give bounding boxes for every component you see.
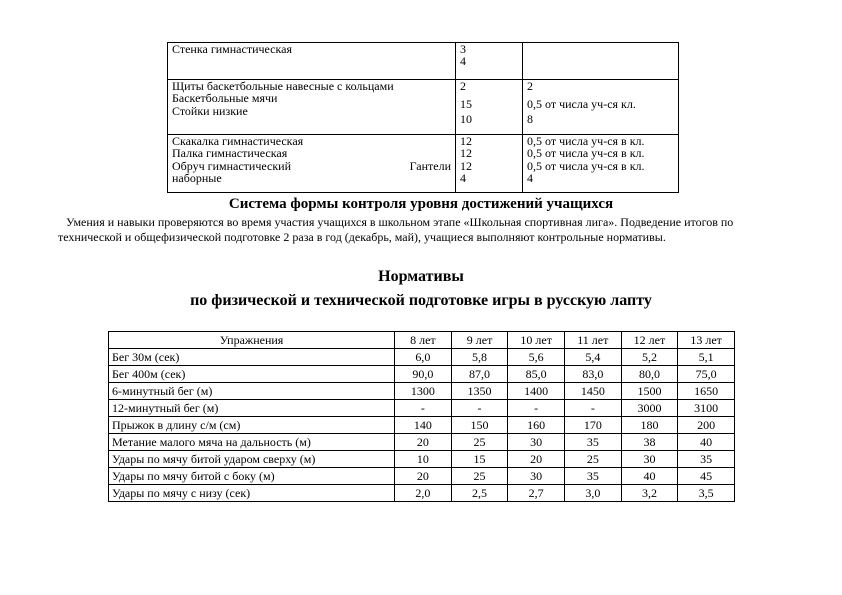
equipment-qty: 15	[460, 97, 472, 112]
value-cell: 1500	[621, 383, 678, 400]
equipment-name-cell	[168, 135, 456, 193]
equipment-qty: 3	[460, 42, 466, 56]
value-cell: 5,1	[678, 349, 735, 366]
value-cell: 2,0	[395, 485, 452, 502]
equipment-qty-cell	[456, 80, 523, 135]
table-row	[109, 485, 735, 502]
value-cell: 25	[451, 434, 508, 451]
value-cell: 1350	[451, 383, 508, 400]
equipment-name-cell	[168, 43, 456, 80]
value-cell: 40	[678, 434, 735, 451]
value-cell: 15	[451, 451, 508, 468]
equipment-name: Палка гимнастическая	[172, 146, 288, 161]
norms-table	[108, 331, 735, 502]
exercise-cell: Прыжок в длину с/м (см)	[109, 417, 395, 434]
equipment-name: Обруч гимнастический	[172, 158, 291, 173]
value-cell: 40	[621, 468, 678, 485]
value-cell: 5,6	[508, 349, 565, 366]
value-cell: 3,2	[621, 485, 678, 502]
value-cell: 1300	[395, 383, 452, 400]
equipment-norm: 0,5 от числа уч-ся в кл.	[527, 158, 645, 173]
value-cell: 35	[678, 451, 735, 468]
equipment-qty: 12	[460, 134, 472, 148]
value-cell: 1650	[678, 383, 735, 400]
value-cell: 2,7	[508, 485, 565, 502]
header-age: 8 лет	[395, 332, 452, 349]
equipment-norm: 8	[527, 111, 533, 126]
value-cell: 5,4	[565, 349, 622, 366]
equipment-norm-cell	[523, 80, 679, 135]
exercise-cell: Удары по мячу с низу (сек)	[109, 485, 395, 502]
exercise-cell: 12-минутный бег (м)	[109, 400, 395, 417]
equipment-name-extra: Гантели	[409, 158, 451, 173]
value-cell: 20	[395, 434, 452, 451]
value-cell: 5,8	[451, 349, 508, 366]
table-row	[109, 468, 735, 485]
value-cell: 2,5	[451, 485, 508, 502]
equipment-name: Стойки низкие	[172, 103, 248, 118]
value-cell: 90,0	[395, 366, 452, 383]
value-cell: -	[395, 400, 452, 417]
equipment-qty-cell	[456, 135, 523, 193]
table-row	[109, 434, 735, 451]
value-cell: -	[565, 400, 622, 417]
exercise-cell: Бег 400м (сек)	[109, 366, 395, 383]
table-row	[109, 451, 735, 468]
value-cell: 140	[395, 417, 452, 434]
value-cell: 25	[565, 451, 622, 468]
equipment-norm: 0,5 от числа уч-ся в кл.	[527, 146, 645, 161]
value-cell: 160	[508, 417, 565, 434]
header-exercise: Упражнения	[109, 332, 395, 349]
paragraph-control	[58, 215, 786, 245]
value-cell: 45	[678, 468, 735, 485]
paragraph-text: Умения и навыки проверяются во время участия учащихся в школьном этапе «Школьная спортивная лига». Подведение итогов по технической и общефизической подготовке 2 раза в год (декабрь, май), учащиеся выполняют контрольные нормативы.	[58, 215, 734, 245]
equipment-name: наборные	[172, 171, 222, 186]
equipment-norm: 0,5 от числа уч-ся в кл.	[527, 134, 645, 148]
equipment-norm: 4	[527, 171, 533, 186]
exercise-cell: Бег 30м (сек)	[109, 349, 395, 366]
value-cell: -	[508, 400, 565, 417]
value-cell: 6,0	[395, 349, 452, 366]
value-cell: 10	[395, 451, 452, 468]
header-age: 9 лет	[451, 332, 508, 349]
value-cell: 1400	[508, 383, 565, 400]
exercise-cell: Удары по мячу битой ударом сверху (м)	[109, 451, 395, 468]
value-cell: 25	[451, 468, 508, 485]
value-cell: 5,2	[621, 349, 678, 366]
equipment-qty: 4	[460, 54, 466, 69]
value-cell: 83,0	[565, 366, 622, 383]
header-age: 12 лет	[621, 332, 678, 349]
table-row	[109, 366, 735, 383]
value-cell: 3,0	[565, 485, 622, 502]
value-cell: 20	[395, 468, 452, 485]
equipment-norm-cell	[523, 43, 679, 80]
exercise-cell: Удары по мячу битой с боку (м)	[109, 468, 395, 485]
value-cell: 150	[451, 417, 508, 434]
value-cell: 170	[565, 417, 622, 434]
equipment-row	[168, 135, 679, 193]
value-cell: 35	[565, 468, 622, 485]
header-age: 11 лет	[565, 332, 622, 349]
section-subheading-norms: по физической и технической подготовке игры в русскую лапту	[190, 292, 652, 309]
table-row	[109, 349, 735, 366]
table-row	[109, 417, 735, 434]
equipment-row	[168, 80, 679, 135]
section-heading-norms: Нормативы	[378, 268, 464, 285]
value-cell: 180	[621, 417, 678, 434]
section-heading-control-system: Система формы контроля уровня достижений учащихся	[228, 196, 614, 212]
equipment-name-cell	[168, 80, 456, 135]
norms-header-row	[109, 332, 735, 349]
equipment-row	[168, 43, 679, 80]
value-cell: 87,0	[451, 366, 508, 383]
header-age: 10 лет	[508, 332, 565, 349]
equipment-qty: 2	[460, 79, 466, 93]
value-cell: 75,0	[678, 366, 735, 383]
equipment-name: Баскетбольные мячи	[172, 91, 278, 106]
value-cell: -	[451, 400, 508, 417]
value-cell: 3,5	[678, 485, 735, 502]
equipment-name: Щиты баскетбольные навесные с кольцами	[172, 79, 394, 93]
value-cell: 38	[621, 434, 678, 451]
equipment-name: Скакалка гимнастическая	[172, 134, 304, 148]
exercise-cell: 6-минутный бег (м)	[109, 383, 395, 400]
value-cell: 3000	[621, 400, 678, 417]
equipment-qty-cell	[456, 43, 523, 80]
equipment-norm-cell	[523, 135, 679, 193]
value-cell: 30	[508, 468, 565, 485]
equipment-qty: 12	[460, 158, 472, 173]
equipment-qty: 10	[460, 111, 472, 126]
table-row	[109, 383, 735, 400]
value-cell: 3100	[678, 400, 735, 417]
value-cell: 30	[508, 434, 565, 451]
header-age: 13 лет	[678, 332, 735, 349]
exercise-cell: Метание малого мяча на дальность (м)	[109, 434, 395, 451]
equipment-qty: 12	[460, 146, 472, 161]
value-cell: 200	[678, 417, 735, 434]
table-row	[109, 400, 735, 417]
equipment-norm: 0,5 от числа уч-ся кл.	[527, 97, 636, 112]
value-cell: 20	[508, 451, 565, 468]
equipment-qty: 4	[460, 171, 466, 186]
value-cell: 80,0	[621, 366, 678, 383]
value-cell: 30	[621, 451, 678, 468]
equipment-name: Стенка гимнастическая	[172, 42, 292, 56]
equipment-table	[167, 42, 679, 193]
value-cell: 35	[565, 434, 622, 451]
value-cell: 85,0	[508, 366, 565, 383]
value-cell: 1450	[565, 383, 622, 400]
equipment-norm: 2	[527, 79, 533, 93]
